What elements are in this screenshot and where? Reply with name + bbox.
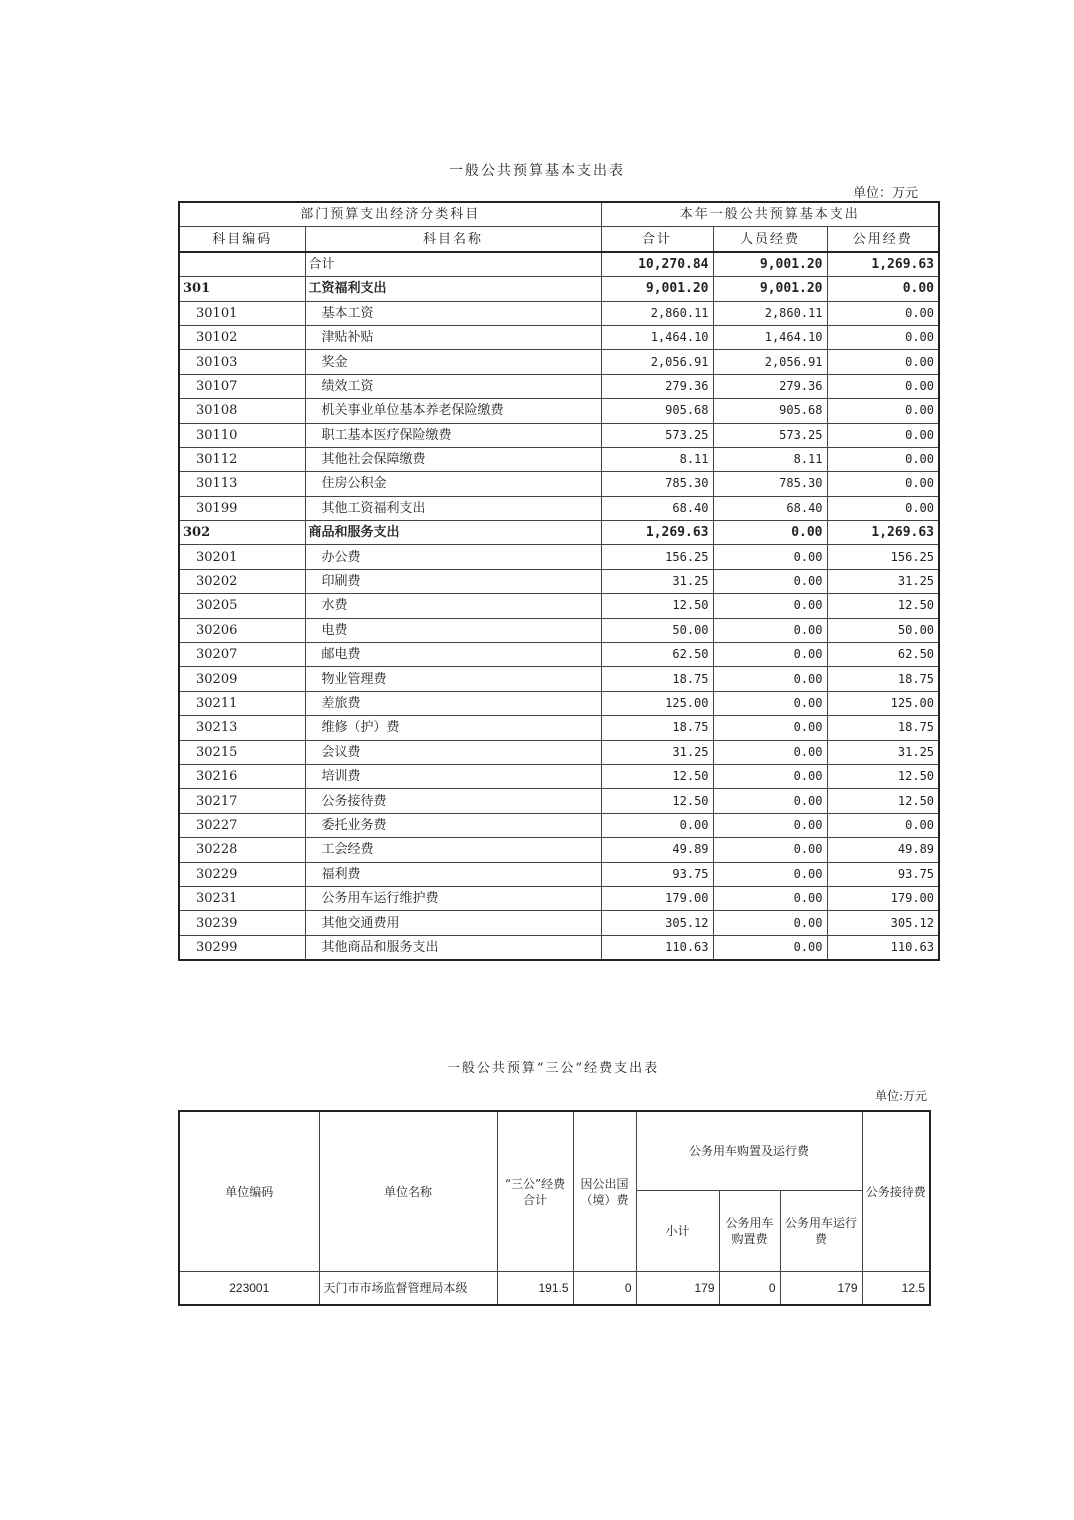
cell-reception: 12.5 (862, 1272, 930, 1306)
cell-name: 机关事业单位基本养老保险缴费 (305, 399, 601, 423)
cell-total: 12.50 (601, 764, 713, 788)
header-abroad: 因公出国（境）费 (573, 1111, 636, 1272)
cell-name: 电费 (305, 618, 601, 642)
cell-personnel: 279.36 (713, 374, 827, 398)
cell-public: 1,269.63 (827, 521, 939, 545)
table-row (179, 374, 939, 398)
cell-public: 0.00 (827, 447, 939, 471)
cell-name: 商品和服务支出 (305, 521, 601, 545)
cell-code: 30227 (179, 813, 305, 837)
cell-public: 305.12 (827, 911, 939, 935)
cell-public: 0.00 (827, 374, 939, 398)
table-row (179, 838, 939, 862)
cell-code: 30206 (179, 618, 305, 642)
cell-public: 110.63 (827, 935, 939, 960)
cell-public: 125.00 (827, 691, 939, 715)
cell-public: 18.75 (827, 716, 939, 740)
cell-name: 委托业务费 (305, 813, 601, 837)
cell-code: 30213 (179, 716, 305, 740)
cell-personnel: 0.00 (713, 838, 827, 862)
table-row (179, 325, 939, 349)
cell-public: 0.00 (827, 496, 939, 520)
table-row (179, 252, 939, 277)
cell-total: 305.12 (601, 911, 713, 935)
table1-unit: 单位：万元 (852, 186, 918, 201)
table-row (179, 569, 939, 593)
cell-code: 30101 (179, 301, 305, 325)
cell-total: 62.50 (601, 643, 713, 667)
cell-personnel: 785.30 (713, 472, 827, 496)
cell-unit-name: 天门市市场监督管理局本级 (319, 1272, 497, 1306)
header-unit-code: 单位编码 (179, 1111, 319, 1272)
cell-name: 绩效工资 (305, 374, 601, 398)
cell-personnel: 0.00 (713, 691, 827, 715)
cell-personnel: 0.00 (713, 716, 827, 740)
header-unit-name: 单位名称 (319, 1111, 497, 1272)
cell-public: 0.00 (827, 423, 939, 447)
cell-sangong-total: 191.5 (497, 1272, 573, 1306)
cell-total: 9,001.20 (601, 277, 713, 301)
cell-total: 156.25 (601, 545, 713, 569)
table-row (179, 618, 939, 642)
cell-public: 0.00 (827, 301, 939, 325)
cell-name: 会议费 (305, 740, 601, 764)
table-row (179, 277, 939, 301)
cell-total: 1,464.10 (601, 325, 713, 349)
cell-total: 49.89 (601, 838, 713, 862)
cell-code: 30103 (179, 350, 305, 374)
cell-personnel: 0.00 (713, 643, 827, 667)
table1-header-row-1 (179, 202, 939, 227)
cell-name: 物业管理费 (305, 667, 601, 691)
table-row (179, 740, 939, 764)
cell-personnel: 68.40 (713, 496, 827, 520)
cell-total: 905.68 (601, 399, 713, 423)
table2-unit: 单位:万元 (874, 1089, 927, 1103)
cell-personnel: 0.00 (713, 886, 827, 910)
cell-name: 差旅费 (305, 691, 601, 715)
table-row (179, 545, 939, 569)
cell-car-purchase: 0 (719, 1272, 780, 1306)
cell-total: 2,860.11 (601, 301, 713, 325)
cell-total: 18.75 (601, 716, 713, 740)
cell-code: 30108 (179, 399, 305, 423)
cell-personnel: 0.00 (713, 594, 827, 618)
table-row (179, 911, 939, 935)
cell-code: 30102 (179, 325, 305, 349)
cell-code: 30229 (179, 862, 305, 886)
cell-name: 其他商品和服务支出 (305, 935, 601, 960)
cell-personnel: 0.00 (713, 569, 827, 593)
cell-code: 302 (179, 521, 305, 545)
cell-public: 0.00 (827, 813, 939, 837)
header-group-econ-classification: 部门预算支出经济分类科目 (179, 202, 601, 227)
header-group-basic-expenditure: 本年一般公共预算基本支出 (601, 202, 939, 227)
cell-public: 18.75 (827, 667, 939, 691)
table-row (179, 594, 939, 618)
cell-code (179, 252, 305, 277)
cell-name: 合计 (305, 252, 601, 277)
sangong-expenditure-table (178, 1110, 931, 1306)
cell-total: 31.25 (601, 569, 713, 593)
cell-code: 30199 (179, 496, 305, 520)
cell-code: 30202 (179, 569, 305, 593)
table-row (179, 1272, 930, 1306)
cell-personnel: 0.00 (713, 764, 827, 788)
cell-unit-code: 223001 (179, 1272, 319, 1306)
cell-name: 公务接待费 (305, 789, 601, 813)
cell-code: 30107 (179, 374, 305, 398)
cell-personnel: 0.00 (713, 789, 827, 813)
cell-total: 8.11 (601, 447, 713, 471)
cell-personnel: 0.00 (713, 813, 827, 837)
cell-public: 49.89 (827, 838, 939, 862)
table-row (179, 643, 939, 667)
cell-public: 0.00 (827, 399, 939, 423)
table-row (179, 350, 939, 374)
cell-code: 30113 (179, 472, 305, 496)
table-row (179, 447, 939, 471)
cell-personnel: 0.00 (713, 935, 827, 960)
cell-total: 110.63 (601, 935, 713, 960)
cell-name: 奖金 (305, 350, 601, 374)
cell-code: 30239 (179, 911, 305, 935)
cell-personnel: 2,860.11 (713, 301, 827, 325)
cell-code: 30201 (179, 545, 305, 569)
cell-name: 其他工资福利支出 (305, 496, 601, 520)
table-row (179, 472, 939, 496)
table-row (179, 935, 939, 960)
cell-code: 30217 (179, 789, 305, 813)
table-row (179, 813, 939, 837)
cell-total: 10,270.84 (601, 252, 713, 277)
cell-personnel: 0.00 (713, 521, 827, 545)
cell-public: 12.50 (827, 789, 939, 813)
cell-personnel: 9,001.20 (713, 252, 827, 277)
cell-total: 93.75 (601, 862, 713, 886)
cell-public: 12.50 (827, 764, 939, 788)
cell-public: 31.25 (827, 569, 939, 593)
table2-title: 一般公共预算“三公”经费支出表 (446, 1061, 660, 1076)
cell-personnel: 905.68 (713, 399, 827, 423)
cell-public: 1,269.63 (827, 252, 939, 277)
table-row (179, 667, 939, 691)
header-car-subtotal: 小计 (636, 1191, 719, 1272)
cell-code: 30228 (179, 838, 305, 862)
cell-name: 津贴补贴 (305, 325, 601, 349)
cell-personnel: 1,464.10 (713, 325, 827, 349)
cell-personnel: 8.11 (713, 447, 827, 471)
cell-code: 30299 (179, 935, 305, 960)
cell-name: 工会经费 (305, 838, 601, 862)
table-row (179, 521, 939, 545)
cell-public: 50.00 (827, 618, 939, 642)
cell-personnel: 0.00 (713, 911, 827, 935)
table-row (179, 301, 939, 325)
table-row (179, 399, 939, 423)
cell-name: 培训费 (305, 764, 601, 788)
cell-personnel: 0.00 (713, 862, 827, 886)
cell-public: 31.25 (827, 740, 939, 764)
header-car-operation: 公务用车运行费 (780, 1191, 862, 1272)
table-row (179, 496, 939, 520)
cell-name: 维修（护）费 (305, 716, 601, 740)
table1-header-row-2 (179, 227, 939, 252)
table-row (179, 764, 939, 788)
cell-total: 785.30 (601, 472, 713, 496)
cell-name: 其他交通费用 (305, 911, 601, 935)
cell-total: 50.00 (601, 618, 713, 642)
header-reception: 公务接待费 (862, 1111, 930, 1272)
cell-personnel: 573.25 (713, 423, 827, 447)
cell-personnel: 0.00 (713, 545, 827, 569)
cell-personnel: 9,001.20 (713, 277, 827, 301)
cell-total: 179.00 (601, 886, 713, 910)
cell-total: 12.50 (601, 594, 713, 618)
cell-name: 水费 (305, 594, 601, 618)
cell-name: 其他社会保障缴费 (305, 447, 601, 471)
cell-total: 279.36 (601, 374, 713, 398)
table-row (179, 886, 939, 910)
header-sangong-total: “三公”经费合计 (497, 1111, 573, 1272)
cell-total: 573.25 (601, 423, 713, 447)
cell-code: 30112 (179, 447, 305, 471)
cell-code: 30215 (179, 740, 305, 764)
cell-car-operation: 179 (780, 1272, 862, 1306)
header-car-group: 公务用车购置及运行费 (636, 1111, 862, 1191)
cell-personnel: 0.00 (713, 667, 827, 691)
cell-code: 30205 (179, 594, 305, 618)
cell-public: 0.00 (827, 350, 939, 374)
cell-public: 62.50 (827, 643, 939, 667)
cell-public: 12.50 (827, 594, 939, 618)
cell-public: 156.25 (827, 545, 939, 569)
header-total: 合计 (601, 227, 713, 252)
table-row (179, 716, 939, 740)
cell-name: 工资福利支出 (305, 277, 601, 301)
cell-total: 1,269.63 (601, 521, 713, 545)
cell-name: 办公费 (305, 545, 601, 569)
cell-name: 基本工资 (305, 301, 601, 325)
cell-total: 125.00 (601, 691, 713, 715)
cell-code: 301 (179, 277, 305, 301)
table-row (179, 423, 939, 447)
cell-total: 18.75 (601, 667, 713, 691)
cell-total: 0.00 (601, 813, 713, 837)
cell-name: 印刷费 (305, 569, 601, 593)
cell-personnel: 2,056.91 (713, 350, 827, 374)
cell-car-subtotal: 179 (636, 1272, 719, 1306)
header-public: 公用经费 (827, 227, 939, 252)
table-row (179, 862, 939, 886)
cell-public: 0.00 (827, 277, 939, 301)
cell-code: 30207 (179, 643, 305, 667)
header-car-purchase: 公务用车购置费 (719, 1191, 780, 1272)
header-code: 科目编码 (179, 227, 305, 252)
header-name: 科目名称 (305, 227, 601, 252)
cell-public: 0.00 (827, 472, 939, 496)
cell-code: 30216 (179, 764, 305, 788)
cell-public: 179.00 (827, 886, 939, 910)
cell-abroad: 0 (573, 1272, 636, 1306)
cell-personnel: 0.00 (713, 740, 827, 764)
header-personnel: 人员经费 (713, 227, 827, 252)
cell-total: 31.25 (601, 740, 713, 764)
cell-code: 30110 (179, 423, 305, 447)
cell-total: 2,056.91 (601, 350, 713, 374)
cell-name: 住房公积金 (305, 472, 601, 496)
cell-total: 68.40 (601, 496, 713, 520)
cell-personnel: 0.00 (713, 618, 827, 642)
cell-name: 职工基本医疗保险缴费 (305, 423, 601, 447)
cell-total: 12.50 (601, 789, 713, 813)
cell-public: 93.75 (827, 862, 939, 886)
cell-name: 邮电费 (305, 643, 601, 667)
table2-header-row-1 (179, 1111, 930, 1191)
cell-code: 30231 (179, 886, 305, 910)
table-row (179, 691, 939, 715)
cell-name: 福利费 (305, 862, 601, 886)
cell-code: 30209 (179, 667, 305, 691)
cell-code: 30211 (179, 691, 305, 715)
basic-expenditure-table (178, 201, 940, 961)
table-row (179, 789, 939, 813)
cell-name: 公务用车运行维护费 (305, 886, 601, 910)
cell-public: 0.00 (827, 325, 939, 349)
table1-title: 一般公共预算基本支出表 (449, 163, 625, 179)
